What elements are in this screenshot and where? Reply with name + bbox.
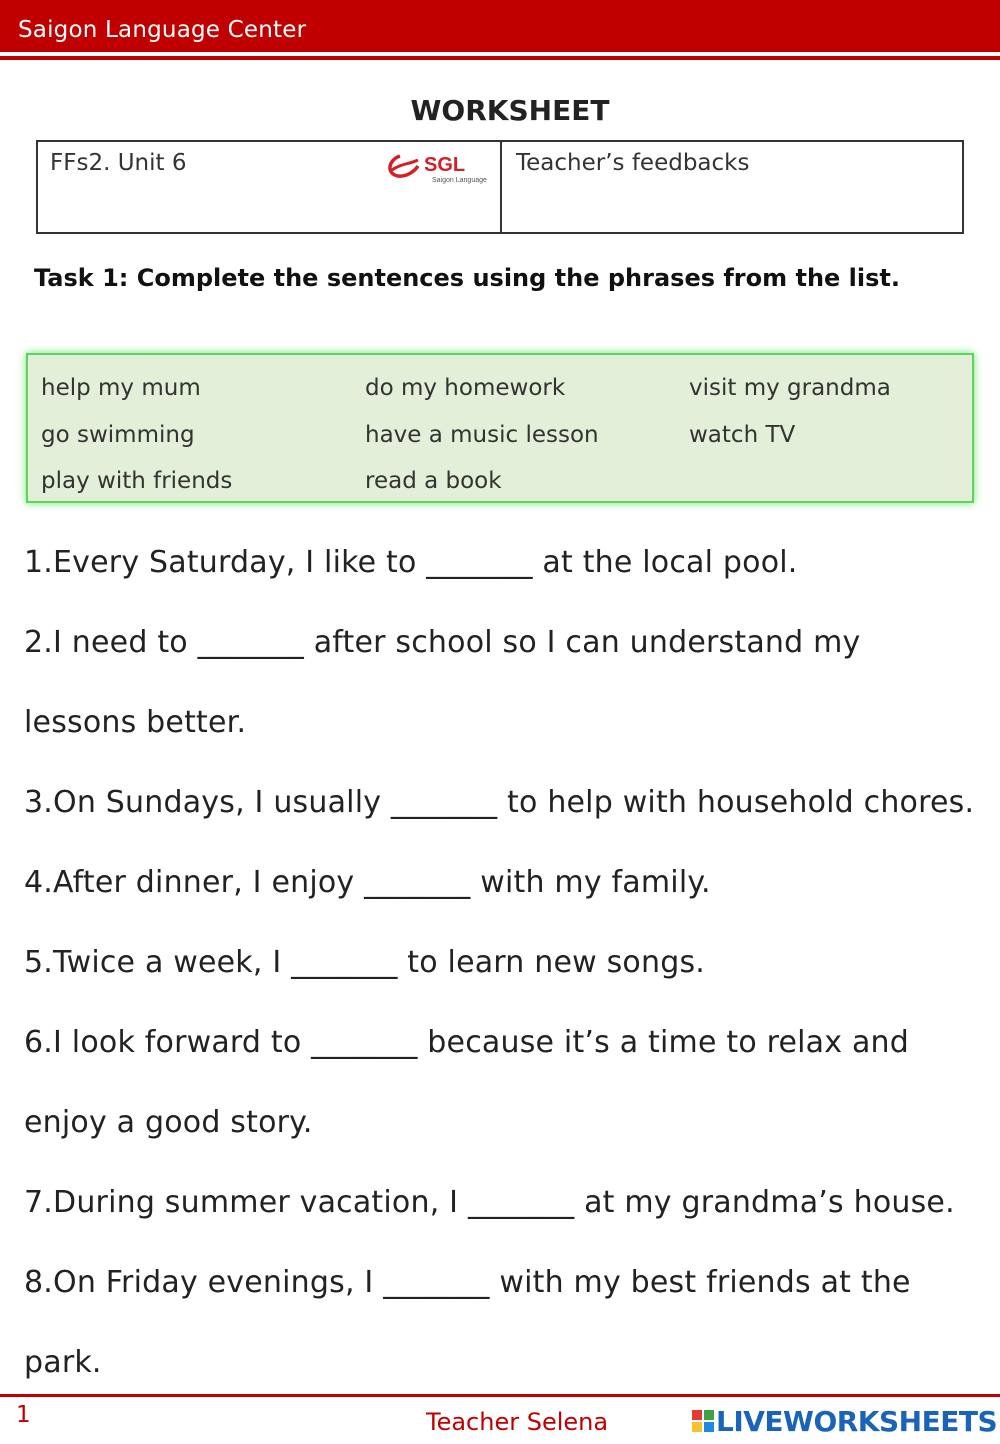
sentence-line: 3.On Sundays, I usually _______ to help with household chores. — [24, 785, 975, 820]
page-number: 1 — [16, 1402, 31, 1428]
task-title: Task 1: Complete the sentences using the phrases from the list. — [34, 264, 901, 292]
teacher-name: Teacher Selena — [426, 1408, 609, 1436]
sentence-line: 4.After dinner, I enjoy _______ with my family. — [24, 865, 711, 900]
footer-divider — [0, 1394, 1000, 1397]
table-divider — [500, 142, 502, 232]
sentence-line: 1.Every Saturday, I like to _______ at the local pool. — [24, 545, 798, 580]
sentence-line: 2.I need to _______ after school so I can understand my — [24, 625, 861, 660]
phrase-item: play with friends — [41, 468, 233, 494]
phrase-item: read a book — [365, 468, 502, 494]
header-bar — [0, 0, 1000, 52]
sentence-line: 7.During summer vacation, I _______ at my grandma’s house. — [24, 1185, 955, 1220]
liveworksheets-grid-icon — [692, 1410, 714, 1432]
header-divider — [0, 56, 1000, 60]
feedback-label: Teacher’s feedbacks — [516, 150, 750, 176]
sentence-line: lessons better. — [24, 705, 247, 740]
sentence-line: 6.I look forward to _______ because it’s a time to relax and — [24, 1025, 909, 1060]
svg-text:SGL: SGL — [424, 154, 466, 176]
liveworksheets-logo — [692, 1404, 997, 1438]
sentence-line: enjoy a good story. — [24, 1105, 313, 1140]
sentence-line: 5.Twice a week, I _______ to learn new songs. — [24, 945, 706, 980]
sgl-logo — [384, 152, 496, 186]
phrase-item: have a music lesson — [365, 422, 599, 448]
phrase-item: help my mum — [41, 375, 201, 401]
svg-text:Saigon Language: Saigon Language — [432, 177, 487, 184]
liveworksheets-brand: LIVEWORKSHEETS — [716, 1404, 998, 1438]
sgl-swoosh-icon — [384, 152, 496, 186]
phrase-item: watch TV — [689, 422, 796, 448]
sentence-line: park. — [24, 1345, 102, 1380]
worksheet-title: WORKSHEET — [410, 94, 610, 127]
phrase-item: do my homework — [365, 375, 566, 401]
phrase-item: visit my grandma — [689, 375, 891, 401]
phrase-item: go swimming — [41, 422, 195, 448]
info-table — [36, 140, 964, 234]
sentence-line: 8.On Friday evenings, I _______ with my best friends at the — [24, 1265, 911, 1300]
phrase-box — [26, 353, 974, 503]
unit-label: FFs2. Unit 6 — [50, 150, 187, 176]
center-name: Saigon Language Center — [18, 17, 307, 43]
